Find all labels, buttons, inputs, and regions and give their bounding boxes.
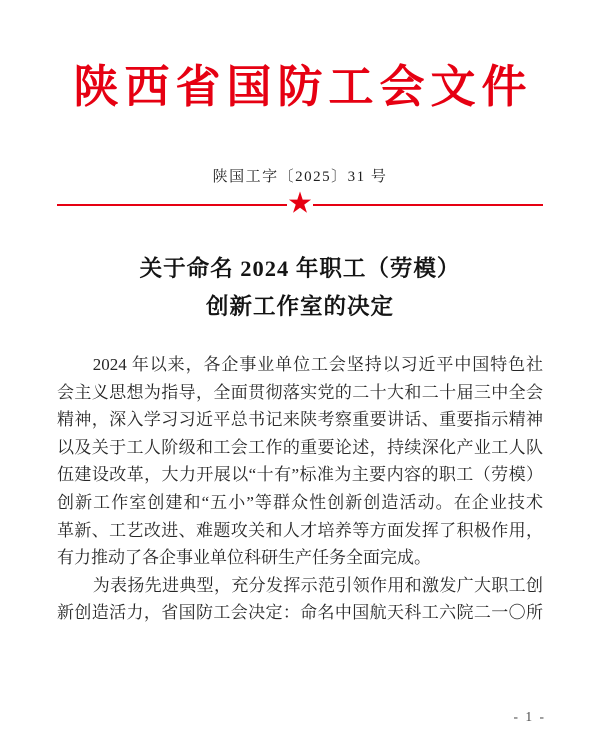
document-body — [57, 351, 543, 627]
body-line: 会主义思想为指导，全面贯彻落实党的二十大和二十届三中全会 — [57, 382, 543, 402]
page-number: - 1 - — [513, 709, 546, 724]
document-number: 陕国工字〔2025〕31 号 — [212, 169, 388, 185]
body-line: 以及关于工人阶级和工会工作的重要论述，持续深化产业工人队 — [57, 437, 543, 457]
red-divider — [57, 193, 543, 217]
body-line: 新创造活力，省国防工会决定：命名中国航天科工六院二一〇所 — [57, 603, 543, 623]
body-line: 有力推动了各企事业单位科研生产任务全面完成。 — [57, 548, 431, 568]
body-line: 伍建设改革，大力开展以“十有”标准为主要内容的职工（劳模） — [57, 465, 543, 485]
body-line: 精神，深入学习习近平总书记来陕考察重要讲话、重要指示精神 — [57, 410, 543, 430]
document-title — [57, 250, 543, 326]
star-icon: ★ — [288, 191, 312, 217]
document-title-line1: 关于命名 2024 年职工（劳模） — [139, 256, 461, 281]
body-line: 创新工作室创建和“五小”等群众性创新创造活动。在企业技术 — [57, 492, 543, 512]
letterhead-title: 陕西省国防工会文件 — [73, 62, 533, 112]
body-line: 革新、工艺改进、难题攻关和人才培养等方面发挥了积极作用， — [57, 520, 543, 540]
divider-line-left — [57, 204, 287, 206]
divider-line-right — [313, 204, 543, 206]
body-line: 2024 年以来，各企事业单位工会坚持以习近平中国特色社 — [92, 355, 543, 374]
body-line: 为表扬先进典型，充分发挥示范引领作用和激发广大职工创 — [92, 575, 543, 595]
document-title-line2: 创新工作室的决定 — [205, 294, 394, 319]
document-page — [0, 54, 600, 743]
